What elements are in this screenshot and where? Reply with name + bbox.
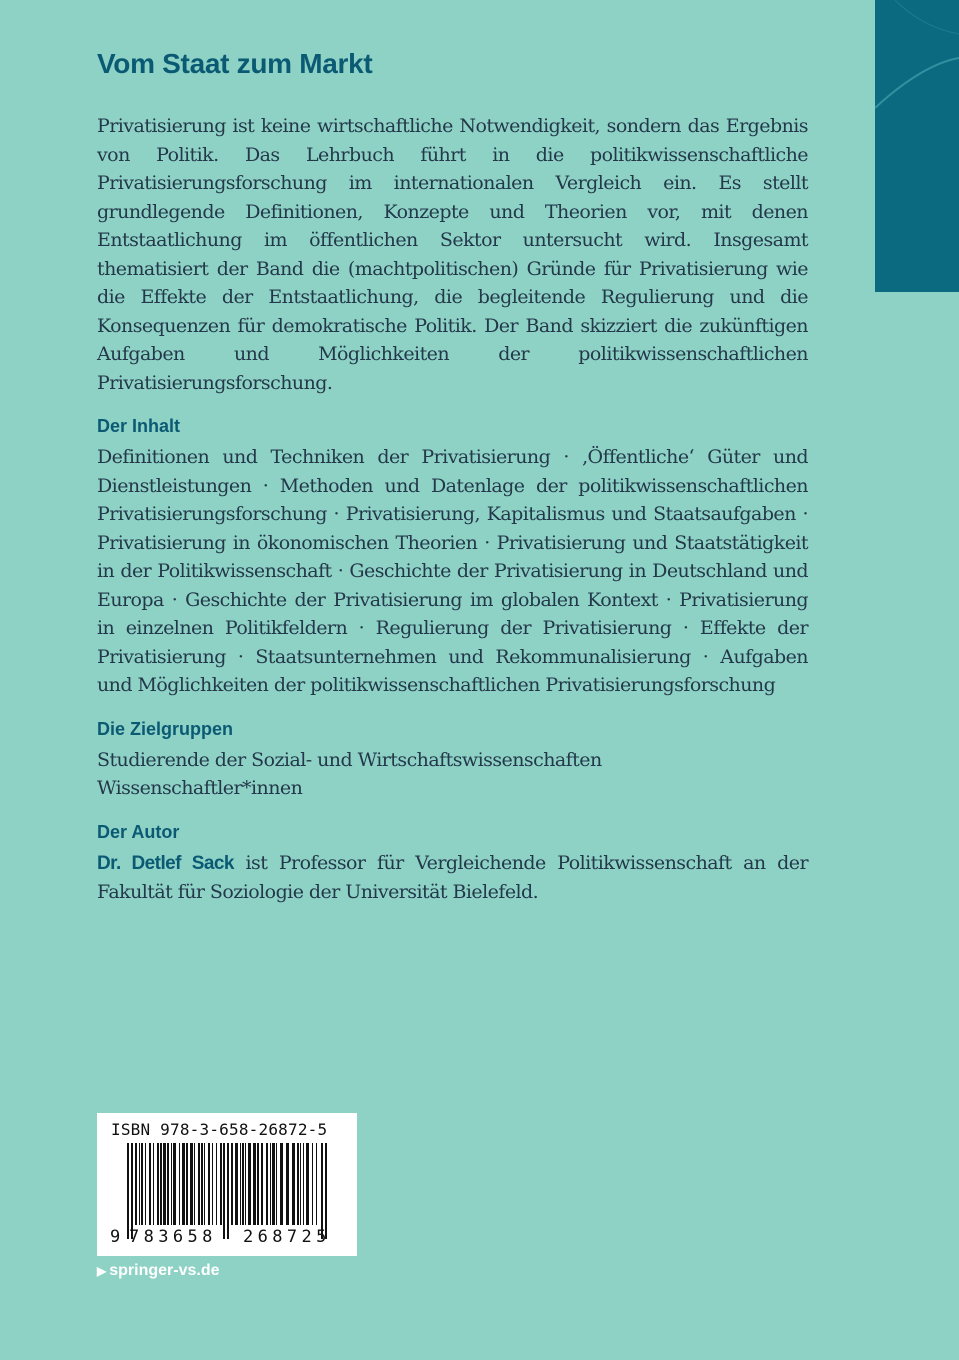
audience-item: Wissenschaftler*innen xyxy=(97,777,303,799)
isbn-barcode xyxy=(97,1113,357,1256)
book-description: Privatisierung ist keine wirtschaftliche Notwendigkeit, sondern das Ergebnis von Politik. Das Lehrbuch führt in die politikwissenschaftliche Privatisierungsforschung im internationalen Vergleich ein. Es stellt grundlegende Definitionen, Konzepte und Theorien vor, mit denen Entstaatlichung im öffentlichen Sektor untersucht wird. Insgesamt thematisiert der Band die (machtpolitischen) Gründe für Privatisierung wie die Effekte der Entstaatlichung, die begleitende Regulierung und die Konsequenzen für demokratische Politik. Der Band skizziert die zukünftigen Aufgaben und Möglichkeiten der politikwissenschaftlichen Privatisierungsforschung. xyxy=(97,115,808,394)
author-bio xyxy=(97,849,808,907)
contents-heading: Der Inhalt xyxy=(97,416,181,436)
contents-section xyxy=(97,413,808,700)
barcode-bars-graphic xyxy=(97,1143,357,1239)
author-heading: Der Autor xyxy=(97,821,180,842)
audience-list xyxy=(97,746,808,803)
decorative-corner-block xyxy=(875,0,959,292)
author-name: Dr. Detlef Sack xyxy=(97,852,234,874)
contents-text: Definitionen und Techniken der Privatisierung · ‚Öffentliche‘ Güter und Dienstleistungen · Methoden und Datenlage der politikwissenschaftlichen Privatisierungsforschung · Privatisierung, Kapitalismus und Staatsaufgaben · Privatisierung in ökonomischen Theorien · Privatisierung und Staatstätigkeit in der Politikwissenschaft · Geschichte der Privatisierung in Deutschland und Europa · Geschichte der Privatisierung im globalen Kontext · Privatisierung in einzelnen Politikfeldern · Regulierung der Privatisierung · Effekte der Privatisierung · Staatsunternehmen und Rekommunalisierung · Aufgaben und Möglichkeiten der politikwissenschaftlichen Privatisierungsforschung xyxy=(97,446,808,696)
publisher-link[interactable] xyxy=(97,1262,220,1280)
publisher-link-text: springer-vs.de xyxy=(109,1262,220,1279)
audience-section xyxy=(97,716,808,803)
audience-item: Studierende der Sozial- und Wirtschaftswissenschaften xyxy=(97,748,602,771)
decorative-curve-graphic xyxy=(875,0,959,292)
barcode-digits xyxy=(97,1227,357,1249)
audience-heading: Die Zielgruppen xyxy=(97,718,234,739)
book-title: Vom Staat zum Markt xyxy=(97,48,373,79)
back-cover-content xyxy=(97,44,808,907)
author-section xyxy=(97,819,808,907)
play-arrow-icon: ▶ xyxy=(97,1264,107,1278)
barcode-digits-left: 783658 xyxy=(129,1227,217,1247)
barcode-digits-right: 268725 xyxy=(243,1227,331,1247)
author-bio-text: ist Professor für Vergleichende Politikwissenschaft an der Fakultät für Soziologie der Universität Bielefeld. xyxy=(97,851,808,903)
isbn-label: ISBN 978-3-658-26872-5 xyxy=(111,1120,328,1139)
barcode-digit-prefix: 9 xyxy=(110,1227,121,1247)
